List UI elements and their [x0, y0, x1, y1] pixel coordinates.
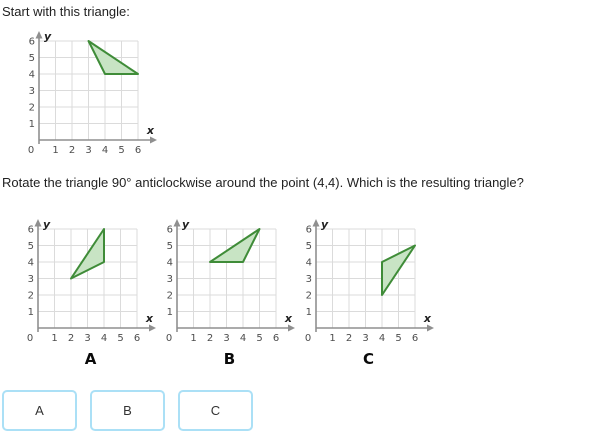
choice-c [302, 217, 435, 368]
x-axis-arrow [149, 325, 156, 332]
x-tick-label: 4 [101, 145, 109, 156]
y-tick-label: 4 [305, 257, 312, 269]
y-tick-label: 5 [27, 241, 34, 252]
y-tick-label: 6 [305, 224, 312, 236]
y-tick-label: 2 [166, 290, 173, 302]
y-axis-label: y [43, 218, 51, 231]
y-tick-label: 5 [305, 241, 312, 252]
y-tick-label: 3 [28, 86, 35, 97]
x-tick-label: 2 [206, 333, 214, 344]
origin-tick-label: 0 [165, 333, 173, 344]
origin-tick-label: 0 [304, 333, 312, 344]
x-tick-label: 3 [223, 333, 230, 344]
answer-button-b[interactable]: B [90, 390, 165, 431]
y-tick-label: 3 [166, 274, 173, 285]
y-tick-label: 6 [28, 36, 35, 48]
start-grid [25, 29, 158, 157]
y-axis-arrow [35, 219, 42, 227]
y-tick-label: 2 [28, 102, 35, 114]
x-tick-label: 1 [52, 145, 59, 156]
answer-buttons-row [2, 390, 600, 431]
y-axis-arrow [174, 219, 181, 227]
x-tick-label: 6 [272, 333, 280, 344]
x-tick-label: 3 [84, 333, 91, 344]
choice-b-grid [163, 217, 296, 345]
y-tick-label: 4 [166, 257, 173, 269]
choice-a-label: A [84, 350, 97, 368]
x-axis-arrow [427, 325, 434, 332]
y-tick-label: 3 [27, 274, 34, 285]
y-axis-label: y [182, 218, 190, 231]
intro-text: Start with this triangle: [2, 4, 130, 19]
x-tick-label: 5 [256, 333, 263, 344]
y-tick-label: 1 [166, 307, 173, 318]
x-tick-label: 6 [411, 333, 419, 344]
x-tick-label: 2 [345, 333, 353, 344]
x-tick-label: 6 [133, 333, 141, 344]
y-tick-label: 1 [28, 119, 35, 130]
x-axis-label: x [145, 312, 153, 325]
y-tick-label: 3 [305, 274, 312, 285]
y-axis-label: y [321, 218, 329, 231]
x-tick-label: 3 [362, 333, 369, 344]
choice-b-label: B [223, 350, 236, 368]
y-tick-label: 1 [27, 307, 34, 318]
x-tick-label: 2 [68, 145, 76, 156]
y-tick-label: 1 [305, 307, 312, 318]
x-tick-label: 4 [239, 333, 247, 344]
y-tick-label: 2 [27, 290, 34, 302]
answer-button-a[interactable]: A [2, 390, 77, 431]
x-tick-label: 5 [117, 333, 124, 344]
origin-tick-label: 0 [26, 333, 34, 344]
y-tick-label: 5 [28, 53, 35, 64]
x-tick-label: 1 [190, 333, 197, 344]
choice-a-grid [24, 217, 157, 345]
choices-row [24, 217, 600, 368]
y-axis-label: y [44, 30, 52, 43]
x-tick-label: 6 [134, 145, 142, 156]
y-tick-label: 4 [27, 257, 34, 269]
choice-a [24, 217, 157, 368]
y-tick-label: 6 [166, 224, 173, 236]
choice-b [163, 217, 296, 368]
x-axis-label: x [284, 312, 292, 325]
x-tick-label: 4 [100, 333, 108, 344]
y-axis-arrow [36, 31, 43, 39]
x-tick-label: 1 [329, 333, 336, 344]
question-text: Rotate the triangle 90° anticlockwise around the point (4,4). Which is the resulting triangle? [2, 175, 524, 190]
x-tick-label: 3 [85, 145, 92, 156]
x-axis-arrow [150, 137, 157, 144]
y-tick-label: 4 [28, 69, 35, 81]
x-axis-label: x [146, 124, 154, 137]
choice-c-grid [302, 217, 435, 345]
answer-button-c[interactable]: C [178, 390, 253, 431]
x-tick-label: 1 [51, 333, 58, 344]
x-tick-label: 5 [395, 333, 402, 344]
y-tick-label: 2 [305, 290, 312, 302]
x-axis-arrow [288, 325, 295, 332]
y-axis-arrow [313, 219, 320, 227]
x-tick-label: 2 [67, 333, 75, 344]
y-tick-label: 6 [27, 224, 34, 236]
y-tick-label: 5 [166, 241, 173, 252]
x-tick-label: 5 [118, 145, 125, 156]
origin-tick-label: 0 [27, 145, 35, 156]
x-axis-label: x [423, 312, 431, 325]
x-tick-label: 4 [378, 333, 386, 344]
choice-c-label: C [362, 350, 374, 368]
